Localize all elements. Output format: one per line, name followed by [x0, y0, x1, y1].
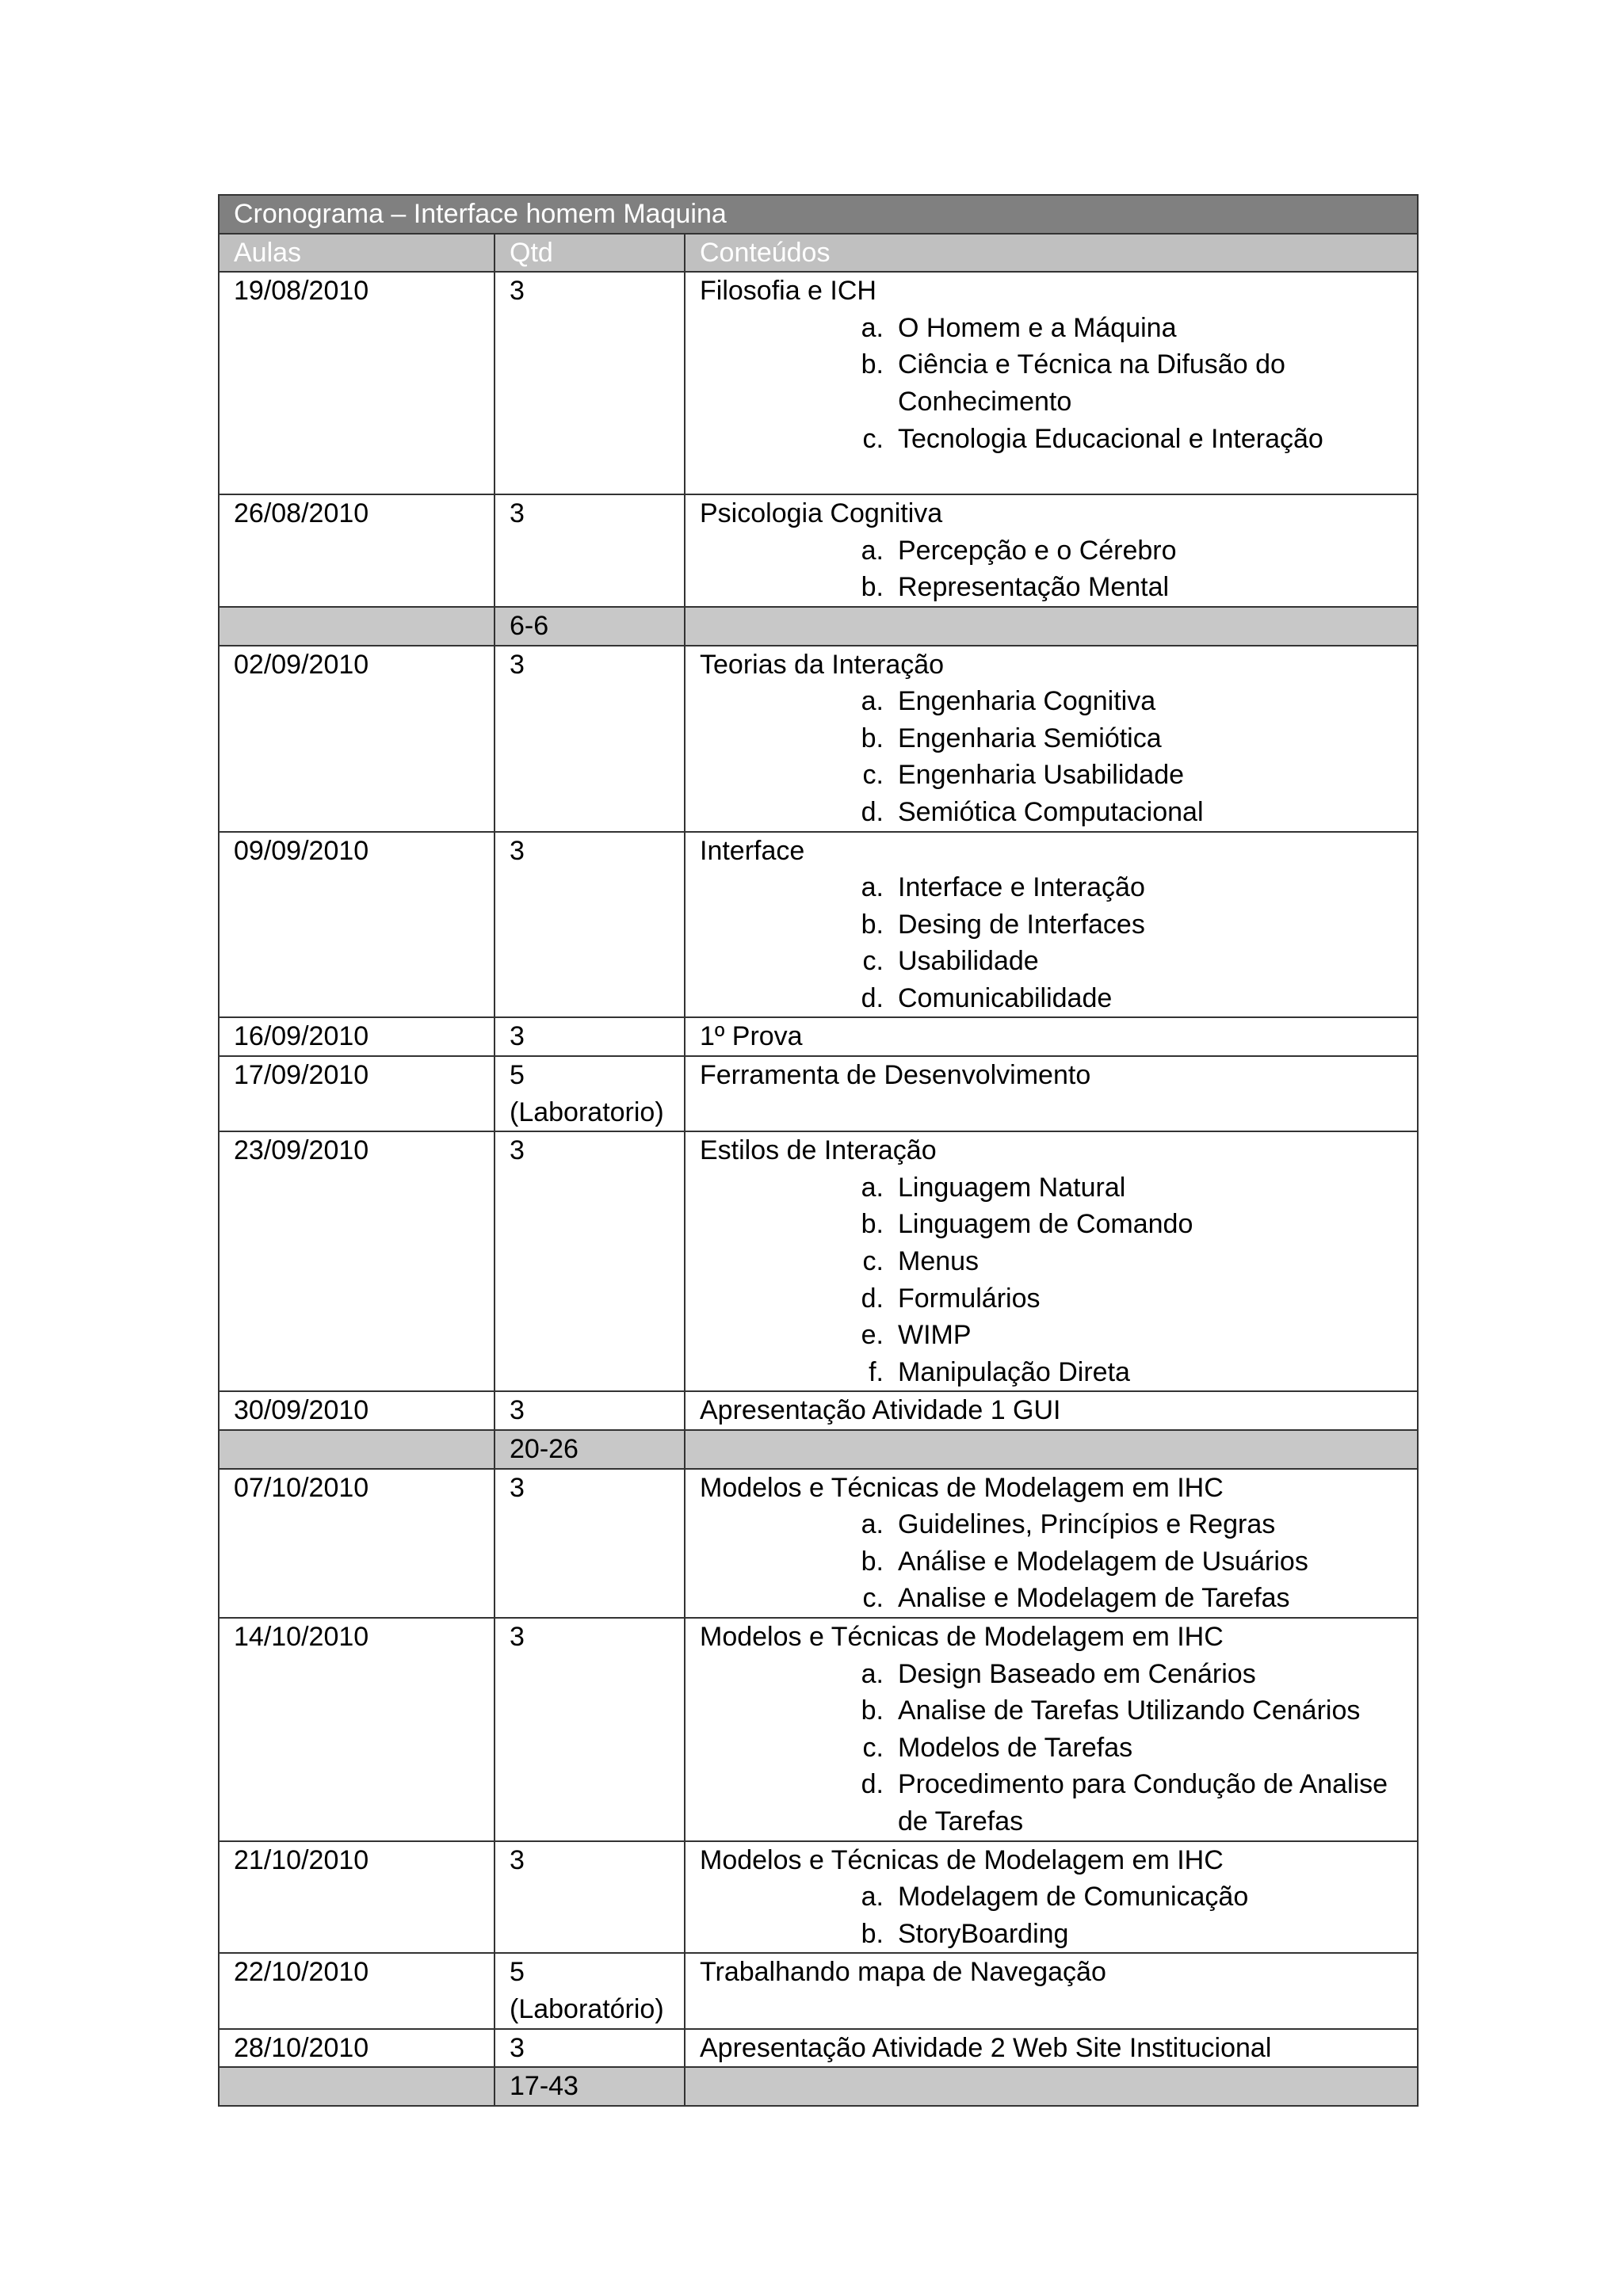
topic-list: [700, 310, 1403, 457]
lesson-content: [685, 1953, 1418, 2028]
lesson-content: [685, 1469, 1418, 1618]
topic-list: [700, 1656, 1403, 1840]
lesson-title: Teorias da Interação: [700, 649, 945, 680]
list-item: [861, 1506, 1403, 1543]
table-header-row: [219, 234, 1418, 273]
list-item-text: Modelos de Tarefas: [898, 1732, 1133, 1763]
topic-list: [700, 1878, 1403, 1952]
list-item: [861, 569, 1403, 606]
list-item-text: Percepção e o Cérebro: [898, 535, 1177, 566]
list-item: [861, 869, 1403, 906]
list-item-text: Semiótica Computacional: [898, 796, 1204, 827]
table-row: [219, 646, 1418, 832]
lesson-date: 22/10/2010: [219, 1953, 495, 2028]
topic-list: [700, 869, 1403, 1016]
lesson-content: [685, 832, 1418, 1018]
lesson-content: [685, 1056, 1418, 1131]
lesson-qtd: 3: [495, 1469, 685, 1618]
subtotal-empty-cell: [219, 607, 495, 646]
list-item: [861, 1317, 1403, 1354]
list-item-text: O Homem e a Máquina: [898, 312, 1177, 343]
subtotal-empty-cell: [685, 1430, 1418, 1469]
table-row: [219, 1131, 1418, 1391]
list-item-text: Engenharia Semiótica: [898, 723, 1162, 753]
lesson-qtd: 5 (Laboratório): [495, 1953, 685, 2028]
lesson-qtd: 3: [495, 2029, 685, 2068]
lesson-date: 09/09/2010: [219, 832, 495, 1018]
lesson-qtd: 5 (Laboratorio): [495, 1056, 685, 1131]
table-row: [219, 272, 1418, 494]
list-item: [861, 1766, 1403, 1840]
lesson-title: Modelos e Técnicas de Modelagem em IHC: [700, 1844, 1224, 1875]
subtotal-qtd: 6-6: [495, 607, 685, 646]
lesson-qtd: 3: [495, 832, 685, 1018]
list-marker: a.: [861, 872, 884, 903]
table-title-row: [219, 195, 1418, 234]
lesson-title: Modelos e Técnicas de Modelagem em IHC: [700, 1621, 1224, 1652]
list-marker: d.: [861, 1769, 884, 1800]
list-marker: a.: [861, 535, 884, 566]
list-marker: d.: [861, 982, 884, 1013]
list-marker: b.: [861, 349, 884, 380]
lesson-date: 30/09/2010: [219, 1391, 495, 1430]
list-marker: d.: [861, 796, 884, 827]
subtotal-empty-cell: [685, 607, 1418, 646]
header-aulas: Aulas: [219, 234, 495, 273]
table-title: Cronograma – Interface homem Maquina: [219, 195, 1418, 234]
list-item-text: Analise de Tarefas Utilizando Cenários: [898, 1695, 1361, 1726]
list-item-text: Analise e Modelagem de Tarefas: [898, 1583, 1290, 1614]
list-item-text: StoryBoarding: [898, 1918, 1069, 1949]
lesson-title: Apresentação Atividade 2 Web Site Institucional: [700, 2032, 1272, 2063]
list-marker: c.: [862, 423, 884, 454]
list-marker: b.: [861, 723, 884, 753]
list-marker: a.: [861, 686, 884, 717]
list-marker: c.: [862, 946, 884, 977]
list-item-text: Análise e Modelagem de Usuários: [898, 1546, 1308, 1577]
list-item-text: Linguagem Natural: [898, 1172, 1126, 1203]
list-marker: c.: [862, 1583, 884, 1614]
list-item: [861, 532, 1403, 570]
list-marker: c.: [862, 760, 884, 791]
lesson-content: [685, 646, 1418, 832]
list-item-text: Manipulação Direta: [898, 1356, 1130, 1387]
lesson-qtd: 3: [495, 1618, 685, 1841]
list-marker: b.: [861, 909, 884, 940]
topic-list: [700, 1169, 1403, 1391]
list-item: [861, 1543, 1403, 1581]
list-item: [862, 1580, 1403, 1617]
list-marker: b.: [861, 572, 884, 603]
list-item: [861, 310, 1403, 347]
topic-list: [700, 683, 1403, 830]
lesson-qtd: 3: [495, 272, 685, 494]
list-item: [861, 1656, 1403, 1693]
lesson-date: 26/08/2010: [219, 494, 495, 607]
lesson-qtd: 3: [495, 1131, 685, 1391]
lesson-date: 14/10/2010: [219, 1618, 495, 1841]
list-item: [861, 906, 1403, 944]
subtotal-row: [219, 2067, 1418, 2106]
schedule-table: [218, 194, 1419, 2107]
list-item-text: Interface e Interação: [898, 872, 1145, 903]
list-item-text: Design Baseado em Cenários: [898, 1658, 1256, 1689]
lesson-date: 17/09/2010: [219, 1056, 495, 1131]
list-item-text: WIMP: [898, 1320, 972, 1351]
lesson-qtd: 3: [495, 1017, 685, 1056]
list-item: [862, 943, 1403, 980]
list-item-text: Modelagem de Comunicação: [898, 1882, 1249, 1913]
list-marker: a.: [861, 312, 884, 343]
lesson-content: [685, 1017, 1418, 1056]
list-item: [861, 720, 1403, 757]
lesson-title: Interface: [700, 835, 805, 866]
table-row: [219, 1469, 1418, 1618]
lesson-date: 02/09/2010: [219, 646, 495, 832]
table-row: [219, 1618, 1418, 1841]
list-item-text: Engenharia Cognitiva: [898, 686, 1156, 717]
list-marker: a.: [861, 1658, 884, 1689]
lesson-date: 16/09/2010: [219, 1017, 495, 1056]
lesson-qtd: 3: [495, 494, 685, 607]
list-item-text: Representação Mental: [898, 572, 1170, 603]
lesson-date: 19/08/2010: [219, 272, 495, 494]
lesson-date: 07/10/2010: [219, 1469, 495, 1618]
list-item-text: Linguagem de Comando: [898, 1209, 1193, 1240]
subtotal-empty-cell: [685, 2067, 1418, 2106]
lesson-title: 1º Prova: [700, 1021, 803, 1052]
lesson-date: 28/10/2010: [219, 2029, 495, 2068]
list-marker: b.: [861, 1209, 884, 1240]
topic-list: [700, 532, 1403, 606]
list-item: [862, 1243, 1403, 1280]
list-item: [861, 1206, 1403, 1243]
list-item-text: Desing de Interfaces: [898, 909, 1145, 940]
lesson-content: [685, 2029, 1418, 2068]
list-item-text: Ciência e Técnica na Difusão do Conhecimento: [898, 349, 1285, 417]
lesson-title: Psicologia Cognitiva: [700, 498, 943, 529]
lesson-qtd: 3: [495, 646, 685, 832]
list-marker: b.: [861, 1546, 884, 1577]
subtotal-empty-cell: [219, 2067, 495, 2106]
lesson-qtd: 3: [495, 1391, 685, 1430]
table-row: [219, 1953, 1418, 2028]
list-item: [861, 1916, 1403, 1953]
list-item-text: Usabilidade: [898, 946, 1039, 977]
list-item: [862, 757, 1403, 794]
list-item-text: Menus: [898, 1246, 980, 1277]
list-item: [861, 683, 1403, 720]
lesson-content: [685, 494, 1418, 607]
table-row: [219, 494, 1418, 607]
lesson-date: 21/10/2010: [219, 1841, 495, 1954]
list-item-text: Procedimento para Condução de Analise de Tarefas: [898, 1769, 1388, 1836]
lesson-title: Ferramenta de Desenvolvimento: [700, 1060, 1091, 1091]
table-row: [219, 1841, 1418, 1954]
list-item: [861, 1692, 1403, 1730]
lesson-title: Estilos de Interação: [700, 1135, 937, 1166]
list-marker: b.: [861, 1918, 884, 1949]
table-row: [219, 1017, 1418, 1056]
list-item: [861, 1280, 1403, 1318]
list-item: [862, 1730, 1403, 1767]
schedule-body: [219, 195, 1418, 2106]
list-marker: a.: [861, 1172, 884, 1203]
lesson-date: 23/09/2010: [219, 1131, 495, 1391]
table-row: [219, 1056, 1418, 1131]
list-marker: a.: [861, 1509, 884, 1540]
subtotal-qtd: 17-43: [495, 2067, 685, 2106]
lesson-title: Modelos e Técnicas de Modelagem em IHC: [700, 1472, 1224, 1503]
list-item-text: Formulários: [898, 1283, 1041, 1314]
table-row: [219, 832, 1418, 1018]
list-marker: c.: [862, 1246, 884, 1277]
lesson-content: [685, 1618, 1418, 1841]
list-item: [861, 980, 1403, 1017]
subtotal-row: [219, 607, 1418, 646]
list-marker: e.: [861, 1320, 884, 1351]
list-item-text: Tecnologia Educacional e Interação: [898, 423, 1323, 454]
list-item-text: Comunicabilidade: [898, 982, 1113, 1013]
header-conteudos: Conteúdos: [685, 234, 1418, 273]
list-item: [861, 794, 1403, 831]
list-item: [861, 1878, 1403, 1916]
list-marker: b.: [861, 1695, 884, 1726]
table-row: [219, 1391, 1418, 1430]
list-item-text: Guidelines, Princípios e Regras: [898, 1509, 1276, 1540]
lesson-content: [685, 1391, 1418, 1430]
topic-list: [700, 1506, 1403, 1617]
lesson-title: Filosofia e ICH: [700, 276, 876, 307]
list-marker: a.: [861, 1882, 884, 1913]
lesson-content: [685, 1841, 1418, 1954]
list-item: [862, 421, 1403, 458]
lesson-qtd: 3: [495, 1841, 685, 1954]
list-marker: f.: [869, 1356, 884, 1387]
list-item-text: Engenharia Usabilidade: [898, 760, 1185, 791]
list-marker: c.: [862, 1732, 884, 1763]
list-item: [861, 1169, 1403, 1207]
lesson-content: [685, 1131, 1418, 1391]
lesson-title: Apresentação Atividade 1 GUI: [700, 1395, 1061, 1426]
header-qtd: Qtd: [495, 234, 685, 273]
subtotal-empty-cell: [219, 1430, 495, 1469]
list-marker: d.: [861, 1283, 884, 1314]
list-item: [869, 1354, 1403, 1391]
lesson-content: [685, 272, 1418, 494]
lesson-title: Trabalhando mapa de Navegação: [700, 1957, 1106, 1988]
table-row: [219, 2029, 1418, 2068]
subtotal-qtd: 20-26: [495, 1430, 685, 1469]
subtotal-row: [219, 1430, 1418, 1469]
list-item: [861, 346, 1403, 420]
